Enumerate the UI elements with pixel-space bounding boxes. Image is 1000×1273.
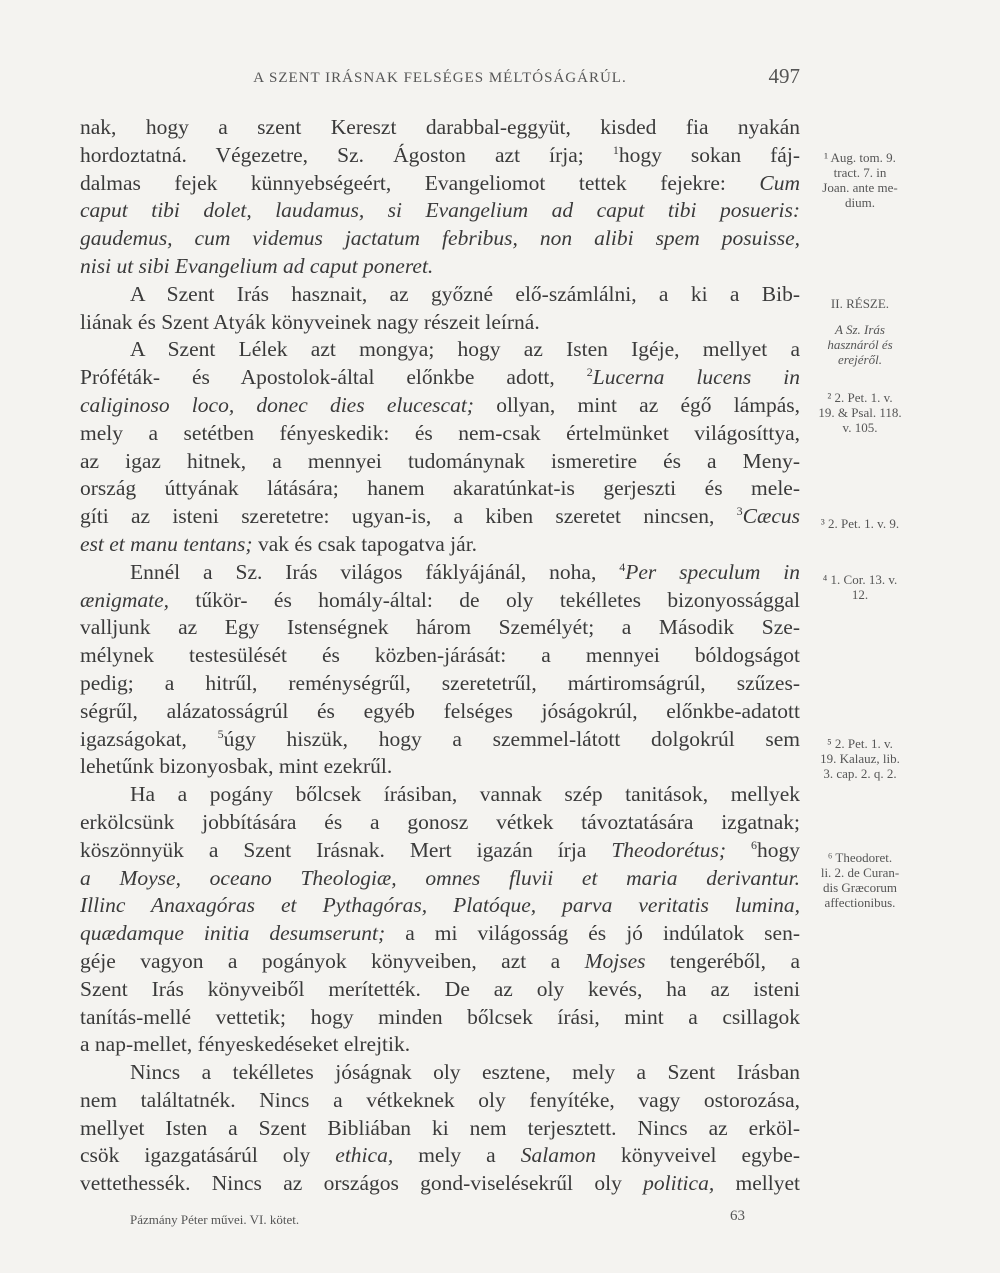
margin-note-line: ² 2. Pet. 1. v.	[827, 390, 893, 405]
footnote-marker: 5	[217, 726, 224, 741]
margin-note-line: ⁴ 1. Cor. 13. v.	[822, 572, 898, 587]
text-line: vettethessék. Nincs az országos gond-viselésekrűl oly politica, mellyet	[80, 1171, 800, 1196]
margin-note-line: affectionibus.	[824, 895, 896, 910]
text-line: Szent Irás könyveiből merítették. De az oly kevés, ha az isteni	[80, 976, 800, 1001]
running-title: A SZENT IRÁSNAK FELSÉGES MÉLTÓSÁGÁRÚL.	[253, 70, 627, 86]
margin-note-line: ³ 2. Pet. 1. v. 9.	[820, 516, 900, 531]
text-line: a Moyse, oceano Theologiæ, omnes fluvii et maria derivantur.	[80, 865, 800, 890]
margin-note-line: 19. Kalauz, lib.	[820, 751, 900, 766]
margin-note-line: ⁶ Theodoret.	[827, 850, 893, 865]
text-line: mellyet Isten a Szent Bibliában ki nem terjesztett. Nincs az erköl-	[80, 1115, 800, 1140]
text-line: Próféták- és Apostolok-által előnkbe adott, $^2$Lucerna lucens in	[80, 365, 800, 390]
margin-note	[805, 296, 915, 311]
text-line: liának és Szent Atyák könyveinek nagy részeit leírná.	[80, 309, 540, 334]
text-line: nisi ut sibi Evangelium ad caput poneret.	[80, 253, 434, 278]
text-line: lehetűnk bizonyosbak, mint ezekrűl.	[80, 754, 393, 779]
main-text	[80, 114, 800, 1198]
text-line: mélynek testesülését és közben-járását: a mennyei bóldogságot	[80, 643, 800, 668]
margin-note-line: 12.	[851, 587, 869, 602]
margin-note	[805, 850, 915, 910]
text-line: est et manu tentans; vak és csak tapogatva jár.	[80, 531, 478, 556]
margin-note-line: 3. cap. 2. q. 2.	[823, 766, 897, 781]
footnote-marker: 4	[619, 559, 626, 574]
text-line: tanítás-mellé vettetik; hogy minden bőlcsek írási, mint a csillagok	[80, 1004, 800, 1029]
margin-note-line: dium.	[845, 195, 875, 210]
text-line: köszönnyük a Szent Irásnak. Mert igazán írja Theodorétus; $^6$hogy	[80, 837, 800, 862]
text-line: A Szent Lélek azt mongya; hogy az Isten Igéje, mellyet a	[130, 337, 800, 362]
text-line: mely a setétben fényeskedik: és nem-csak értelmünket világosíttya,	[80, 420, 800, 445]
margin-note	[805, 322, 915, 367]
margin-note-line: dis Græcorum	[822, 880, 898, 895]
margin-note-line: ¹ Aug. tom. 9.	[824, 150, 896, 165]
footnote-marker: 1	[612, 142, 619, 157]
text-line: géje vagyon a pogányok könyveiben, azt a Mojses tengeréből, a	[80, 948, 800, 973]
margin-note-line: II. RÉSZE.	[830, 296, 890, 311]
margin-notes	[805, 0, 915, 1273]
footnote-marker: 2	[586, 365, 593, 380]
page-footer	[130, 1208, 770, 1232]
margin-note-line: tract. 7. in	[833, 165, 887, 180]
text-line: igazságokat, $^5$úgy hiszük, hogy a szemmel-látott dolgokrúl sem	[80, 726, 800, 751]
margin-note	[805, 736, 915, 781]
text-line: caput tibi dolet, laudamus, si Evangelium ad caput tibi posueris:	[80, 198, 800, 223]
text-line: caliginoso loco, donec dies elucescat; ollyan, mint az égő lámpás,	[80, 392, 800, 417]
margin-note-line: li. 2. de Curan-	[820, 865, 900, 880]
sheet-number: 63	[730, 1208, 745, 1224]
text-line: valljunk az Egy Istenségnek három Személyét; a Második Sze-	[80, 615, 800, 640]
printer-signature: Pázmány Péter művei. VI. kötet.	[130, 1212, 300, 1227]
margin-note-line: hasznáról és	[827, 337, 893, 352]
text-line: hordoztatná. Végezetre, Sz. Ágoston azt írja; $^1$hogy sokan fáj-	[80, 142, 800, 167]
footnote-marker: 6	[751, 837, 757, 852]
text-line: ségrűl, alázatosságrúl és egyéb felséges jóságokrúl, előnkbe-adatott	[80, 698, 800, 723]
text-line: dalmas fejek künnyebségeért, Evangeliomot tettek fejekre: Cum	[80, 170, 800, 195]
margin-note-line: Joan. ante me-	[822, 180, 898, 195]
margin-note-line: erejéről.	[838, 352, 882, 367]
text-line: gaudemus, cum videmus jactatum febribus, non alibi spem posuisse,	[80, 226, 800, 251]
text-line: ænigmate, tűkör- és homály-által: de oly tekélletes bizonyossággal	[80, 587, 800, 612]
text-line: nem találtatnék. Nincs a vétkeknek oly fenyítéke, vagy ostorozása,	[80, 1087, 800, 1112]
text-line: Ha a pogány bőlcsek írásiban, vannak szép tanitások, mellyek	[130, 782, 800, 807]
page-number: 497	[768, 64, 800, 88]
text-line: Illinc Anaxagóras et Pythagóras, Platóque, parva veritatis lumina,	[80, 893, 800, 918]
margin-note	[805, 572, 915, 602]
margin-note-line: v. 105.	[842, 420, 878, 435]
footnote-marker: 3	[736, 504, 743, 519]
text-line: A Szent Irás hasznait, az győzné elő-számlálni, a ki a Bib-	[130, 281, 800, 306]
text-line: Ennél a Sz. Irás világos fáklyájánál, noha, $^4$Per speculum in	[130, 559, 800, 584]
text-line: az igaz hitnek, a mennyei tudománynak ismeretire és a Meny-	[80, 448, 800, 473]
margin-note	[805, 150, 915, 210]
text-line: Nincs a tekélletes jóságnak oly esztene, mely a Szent Irásban	[130, 1060, 800, 1085]
margin-note	[805, 516, 915, 531]
text-line: csök igazgatásárúl oly ethica, mely a Salamon könyveivel egybe-	[80, 1143, 800, 1168]
margin-note-line: ⁵ 2. Pet. 1. v.	[827, 736, 893, 751]
text-line: erkölcsünk jobbítására és a gonosz vétkek távoztatására izgatnak;	[80, 809, 800, 834]
margin-note-line: 19. & Psal. 118.	[818, 405, 902, 420]
text-line: gíti az isteni szeretetre: ugyan-is, a kiben szeretet nincsen, $^3$Cæcus	[80, 504, 800, 529]
page-header	[80, 64, 800, 94]
margin-note-line: A Sz. Irás	[835, 322, 885, 337]
text-line: nak, hogy a szent Kereszt darabbal-eggyüt, kisded fia nyakán	[80, 115, 800, 139]
text-line: ország úttyának látására; hanem akaratúnkat-is gerjeszti és mele-	[80, 476, 800, 501]
text-line: pedig; a hitrűl, reménységrűl, szeretetrűl, mártiromságrúl, szűzes-	[80, 670, 800, 695]
text-line: quædamque initia desumserunt; a mi világosság és jó indúlatok sen-	[80, 921, 800, 946]
margin-note	[805, 390, 915, 435]
text-line: a nap-mellet, fényeskedéseket elrejtik.	[80, 1032, 411, 1057]
